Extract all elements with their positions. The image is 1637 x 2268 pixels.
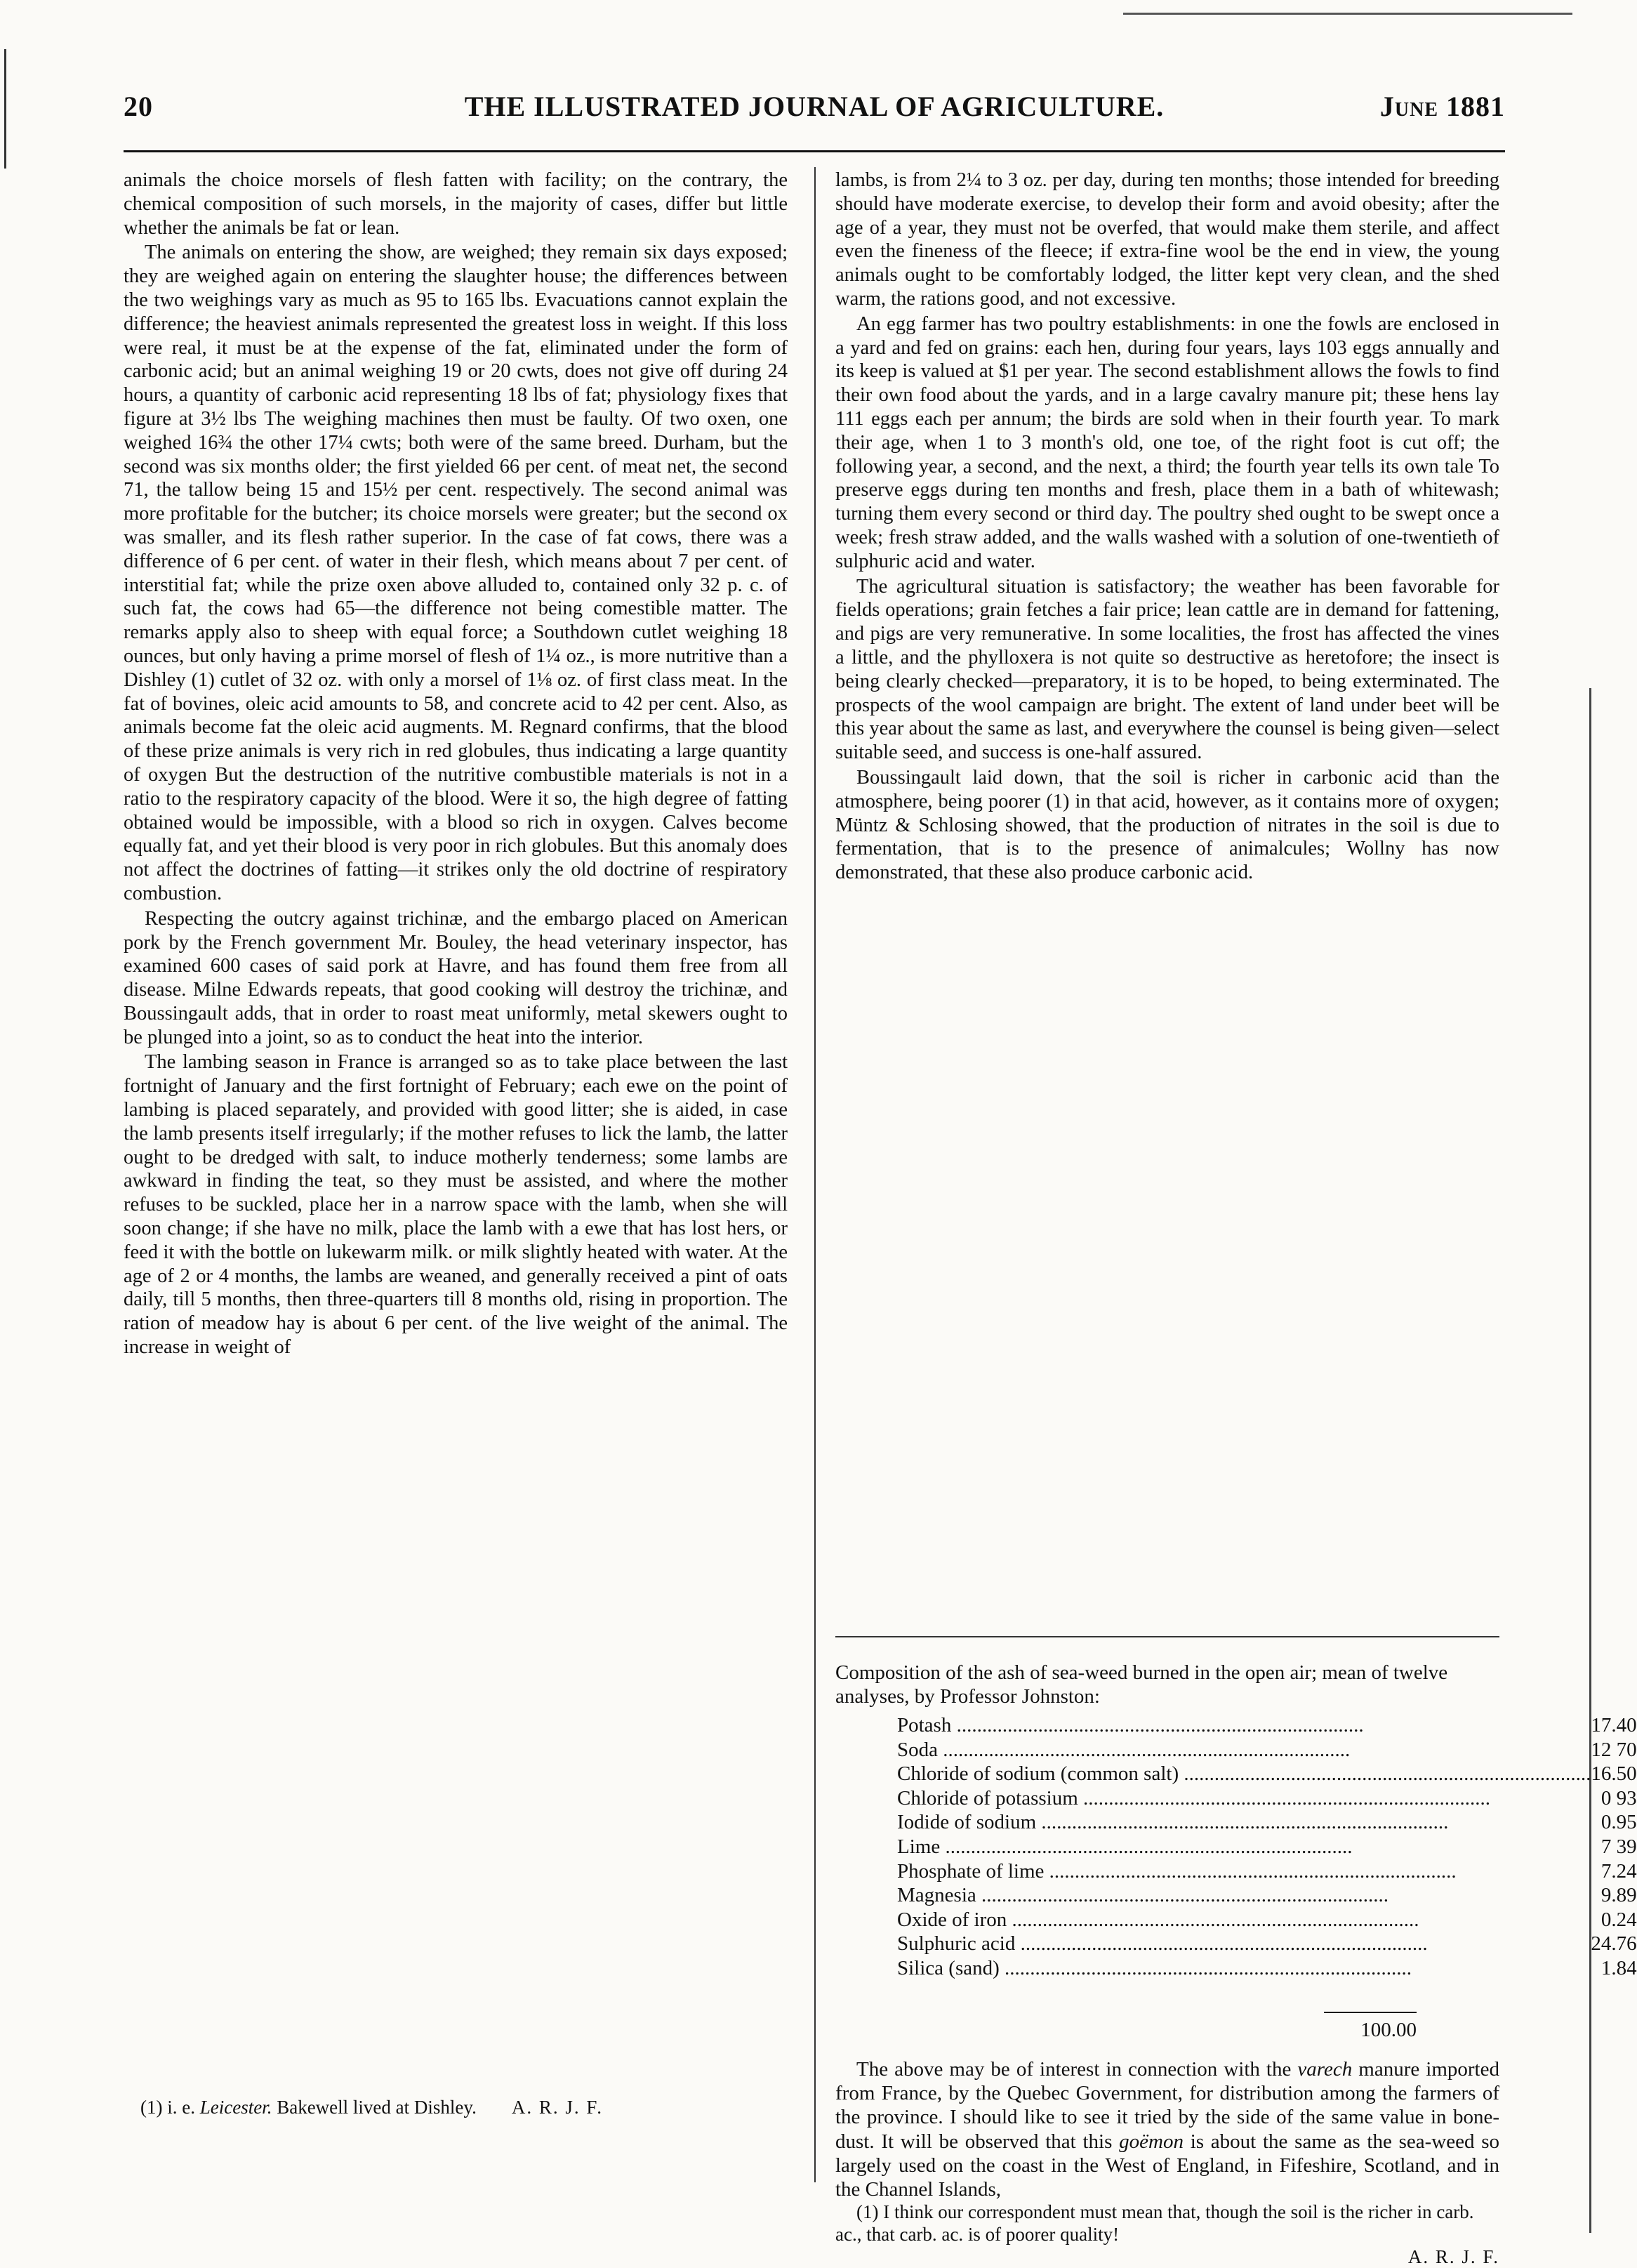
section-rule [835,1636,1499,1637]
header-rule [124,150,1505,152]
composition-row [897,1908,1637,1932]
ingredient-label: Chloride of sodium (common salt) [897,1762,1179,1786]
ingredient-name [897,1859,1591,1884]
dot-leader: ................................................................................ [938,1738,1351,1761]
ingredient-name [897,1762,1591,1786]
ingredient-value: 24.76 [1591,1932,1637,1956]
ingredient-value: 16.50 [1591,1762,1637,1786]
composition-row [897,1738,1637,1762]
ingredient-value: 17.40 [1591,1714,1637,1736]
ingredient-label: Lime [897,1835,941,1858]
journal-title: THE ILLUSTRATED JOURNAL OF AGRICULTURE. [464,91,1165,122]
dot-leader: ................................................................................ [940,1835,1353,1858]
dot-leader: ................................................................................ [976,1884,1389,1907]
composition-row [897,1786,1637,1811]
page-number: 20 [124,91,153,122]
total-rule [1324,2012,1417,2013]
ingredient-value: 1.84 [1600,1956,1637,1979]
ingredient-value: 0.24 [1600,1908,1637,1931]
ingredient-label: Potash [897,1714,952,1736]
composition-row [897,1859,1637,1884]
composition-row [897,1713,1637,1738]
dot-leader: ................................................................................ [1036,1811,1449,1834]
ingredient-value: 7.24 [1600,1859,1637,1883]
paragraph: lambs, is from 2¼ to 3 oz. per day, during ten months; those intended for breeding should have moderate exercise, to develop their form and avoid obesity; after the age of a year, they must not be overfed, that would make them sterile, and affect even the fineness of the fleece; if extra-fine wool be the end in view, the young animals ought to be comfortably lodged, the litter kept very clean, and the shed warm, the rations good, and not excessive. [835,169,1499,310]
paragraph: animals the choice morsels of flesh fatten with facility; on the contrary, the chemical composition of such morsels, in the majority of cases, differ but little whether the animals be fat or lean. [124,169,788,239]
composition-row [897,1932,1637,1956]
footnote-italic: Leicester. [199,2097,272,2118]
italic-term: goëmon [1119,2130,1184,2153]
ingredient-label: Phosphate of lime [897,1859,1045,1883]
issue-date: June 1881 [1379,91,1505,122]
ingredient-value: 12 70 [1591,1738,1637,1761]
composition-row [897,1835,1637,1859]
ingredient-name [897,1883,1591,1908]
ingredient-name [897,1908,1591,1932]
composition-row [897,1883,1637,1908]
ingredient-label: Iodide of sodium [897,1811,1037,1834]
ingredient-name [897,1738,1591,1762]
paragraph: Respecting the outcry against trichinæ, and the embargo placed on American pork by the French government Mr. Bouley, the head veterinary inspector, has examined 600 cases of said pork at Havre, and has found them free from all disease. Milne Edwards repeats, that good cooking will destroy the trichinæ, and Boussingault adds, that in order to roast meat uniformly, metal skewers ought to be plunged into a joint, so as to conduct the heat into the interior. [124,907,788,1048]
composition-row [897,1810,1637,1835]
ingredient-name [897,1932,1591,1956]
footnote-text: (1) I think our correspondent must mean that, though the soil is the richer in carb. ac., that carb. ac. is of poorer quality! [835,2201,1474,2245]
left-column [124,169,788,1359]
footnote-signature: A. R. J. F. [511,2097,604,2118]
paragraph: Boussingault laid down, that the soil is richer in carbonic acid than the atmosphere, being poorer (1) in that acid, however, as it contains more of oxygen; Müntz & Schlosing showed, that the production of nitrates in the soil is due to fermentation, that is to the presence of animalcules; Wollny has now demonstrated, that these also produce carbonic acid. [835,766,1499,884]
dot-leader: ................................................................................ [951,1714,1364,1736]
composition-row [897,1956,1637,1981]
ingredient-value: 0.95 [1600,1811,1637,1834]
right-binding-edge [1589,688,1591,2233]
paragraph: The animals on entering the show, are weighed; they remain six days exposed; they are weighed again on entering the slaughter house; the differences between the two weighings vary as much as 95 to 165 lbs. Evacuations cannot explain the difference; the heaviest animals represented the greatest loss in weight. If this loss were real, it must be at the expense of the fat, eliminated under the form of carbonic acid; but an animal weighing 19 or 20 cwts, does not give off during 24 hours, a quantity of carbonic acid representing 18 lbs of fat; physiology fixes that figure at 3½ lbs The weighing machines then must be faulty. Of two oxen, one weighed 16¾ the other 17¼ cwts; both were of the same breed. Durham, but the second was six months older; the first yielded 66 per cent. of meat net, the second 71, the tallow being 15 and 15½ per cent. respectively. The second animal was more profitable for the butcher; its choice morsels were greater; but the second ox was smaller, and its flesh rather superior. In the case of fat cows, there was a difference of 6 per cent. of water in their flesh, which means about 7 per cent. of interstitial fat; while the prize oxen above alluded to, contained only 32 p. c. of such fat, the cows had 65—the difference not being comestible matter. The remarks apply also to sheep with equal force; a Southdown cutlet weighing 18 ounces, but only having a prime morsel of flesh of 1¼ oz., is more nutritive than a Dishley (1) cutlet of 32 oz. with only a morsel of 1⅛ oz. of first class meat. In the fat of bovines, oleic acid amounts to 58, and concrete acid to 42 per cent. Also, as animals become fat the oleic acid augments. M. Regnard confirms, that the blood of these prize animals is very rich in red globules, thus indicating a large quantity of oxygen But the destruction of the nutritive combustible materials is not in a ratio to the respiratory capacity of the blood. Were it so, the high degree of fatting obtained would be impossible, with a blood so rich in oxygen. Calves become equally fat, and yet their blood is very poor in rich globules. But this anomaly does not affect the doctrines of fatting—it strikes only the old doctrine of respiratory combustion. [124,242,788,904]
composition-table [897,1713,1637,1981]
left-footnote [140,2096,786,2118]
paragraph: The lambing season in France is arranged so as to take place between the last fortnight of January and the first fortnight of February; each ewe on the point of lambing is placed separately, and provided with good litter; she is aided, in case the lamb presents itself irregularly; if the mother refuses to lick the lamb, the latter ought to be dredged with salt, to induce motherly tenderness; some lambs are awkward in finding the teat, so they must be assisted, and where the mother refuses to be suckled, place her in a narrow space with the lamb, when she will soon change; if she have no milk, place the lamb with a ewe that has lost hers, or feed it with the bottle on lukewarm milk. or milk slightly heated with water. At the age of 2 or 4 months, the lambs are weaned, and generally received a pint of oats daily, till 5 months, then three-quarters till 8 months old, rising in proportion. The ration of meadow hay is about 6 per cent. of the live weight of the animal. The increase in weight of [124,1051,788,1359]
ingredient-value: 9.89 [1600,1884,1637,1907]
left-scan-mark [4,49,6,169]
text-run: The above may be of interest in connection with the [856,2058,1298,2081]
dot-leader: ................................................................................ [1015,1932,1428,1956]
composition-total: 100.00 [1360,2019,1417,2041]
right-column [835,169,1499,885]
ingredient-label: Magnesia [897,1884,976,1907]
footnote-text: Bakewell lived at Dishley. [272,2097,477,2118]
ingredient-name [897,1810,1591,1835]
text-run: is about the same as the sea-weed so largely used on the coast in the West of England, in Fifeshire, Scotland, and in the Channel Islands, [835,2130,1499,2201]
ingredient-label: Sulphuric acid [897,1932,1016,1956]
composition-row [897,1762,1637,1786]
footnote-text: (1) i. e. [140,2097,200,2118]
ingredient-label: Oxide of iron [897,1908,1007,1931]
text-run: manure imported from France, by the Quebec Government, for distribution among the farmers of the province. I should like to see it tried by the side of the same value in bone-dust. It will be observed that this [835,2058,1499,2153]
italic-term: varech [1297,2058,1353,2081]
ingredient-name [897,1786,1591,1811]
dot-leader: ................................................................................ [1044,1859,1457,1883]
commentary-paragraph [835,2057,1499,2201]
composition-intro: Composition of the ash of sea-weed burned in the open air; mean of twelve analyses, by Professor Johnston: [835,1661,1448,1708]
paragraph: The agricultural situation is satisfactory; the weather has been favorable for fields operations; grain fetches a fair price; lean cattle are in demand for fattening, and pigs are very remunerative. In some localities, the frost has affected the vines a little, and the phylloxera is not quite so destructive as heretofore; the insect is being clearly checked—preparatory, it is to be hoped, to being exterminated. The prospects of the wool campaign are bright. The extent of land under beet will be this year about the same as last, and everywhere the counsel is being given—select suitable seed, and success is one-half assured. [835,575,1499,764]
column-divider [814,167,816,2182]
dot-leader: ................................................................................ [1179,1762,1591,1786]
ingredient-name [897,1835,1591,1859]
ingredient-name [897,1956,1591,1981]
ingredient-label: Silica (sand) [897,1956,1000,1979]
paragraph: An egg farmer has two poultry establishments: in one the fowls are enclosed in a yard and fed on grains: each hen, during four years, lays 103 eggs annually and its keep is valued at $1 per year. The second establishment allows the fowls to find their own food about the yards, and in a large cavalry manure pit; these hens lay 111 eggs each per annum; the birds are sold when in their fourth year. To mark their age, when 1 to 3 month's old, one toe, of the right foot is cut off; the following year, a second, and the next, a third; the fourth year tells its own tale To preserve eggs during ten months and fresh, place them in a bath of whitewash; turning them every second or third day. The poultry shed ought to be swept once a week; fresh straw added, and the walls washed with a solution of one-twentieth of sulphuric acid and water. [835,312,1499,572]
page-header [124,90,1505,135]
dot-leader: ................................................................................ [999,1956,1412,1979]
ingredient-value: 0 93 [1600,1786,1637,1809]
right-footnote [835,2201,1499,2268]
ingredient-label: Chloride of potassium [897,1786,1078,1809]
dot-leader: ................................................................................ [1078,1786,1491,1809]
ingredient-value: 7 39 [1600,1835,1637,1858]
top-scan-line [1123,13,1572,15]
dot-leader: ................................................................................ [1007,1908,1419,1931]
footnote-signature: A. R. J. F. [1407,2246,1499,2267]
ingredient-label: Soda [897,1738,938,1761]
ingredient-name [897,1713,1591,1738]
